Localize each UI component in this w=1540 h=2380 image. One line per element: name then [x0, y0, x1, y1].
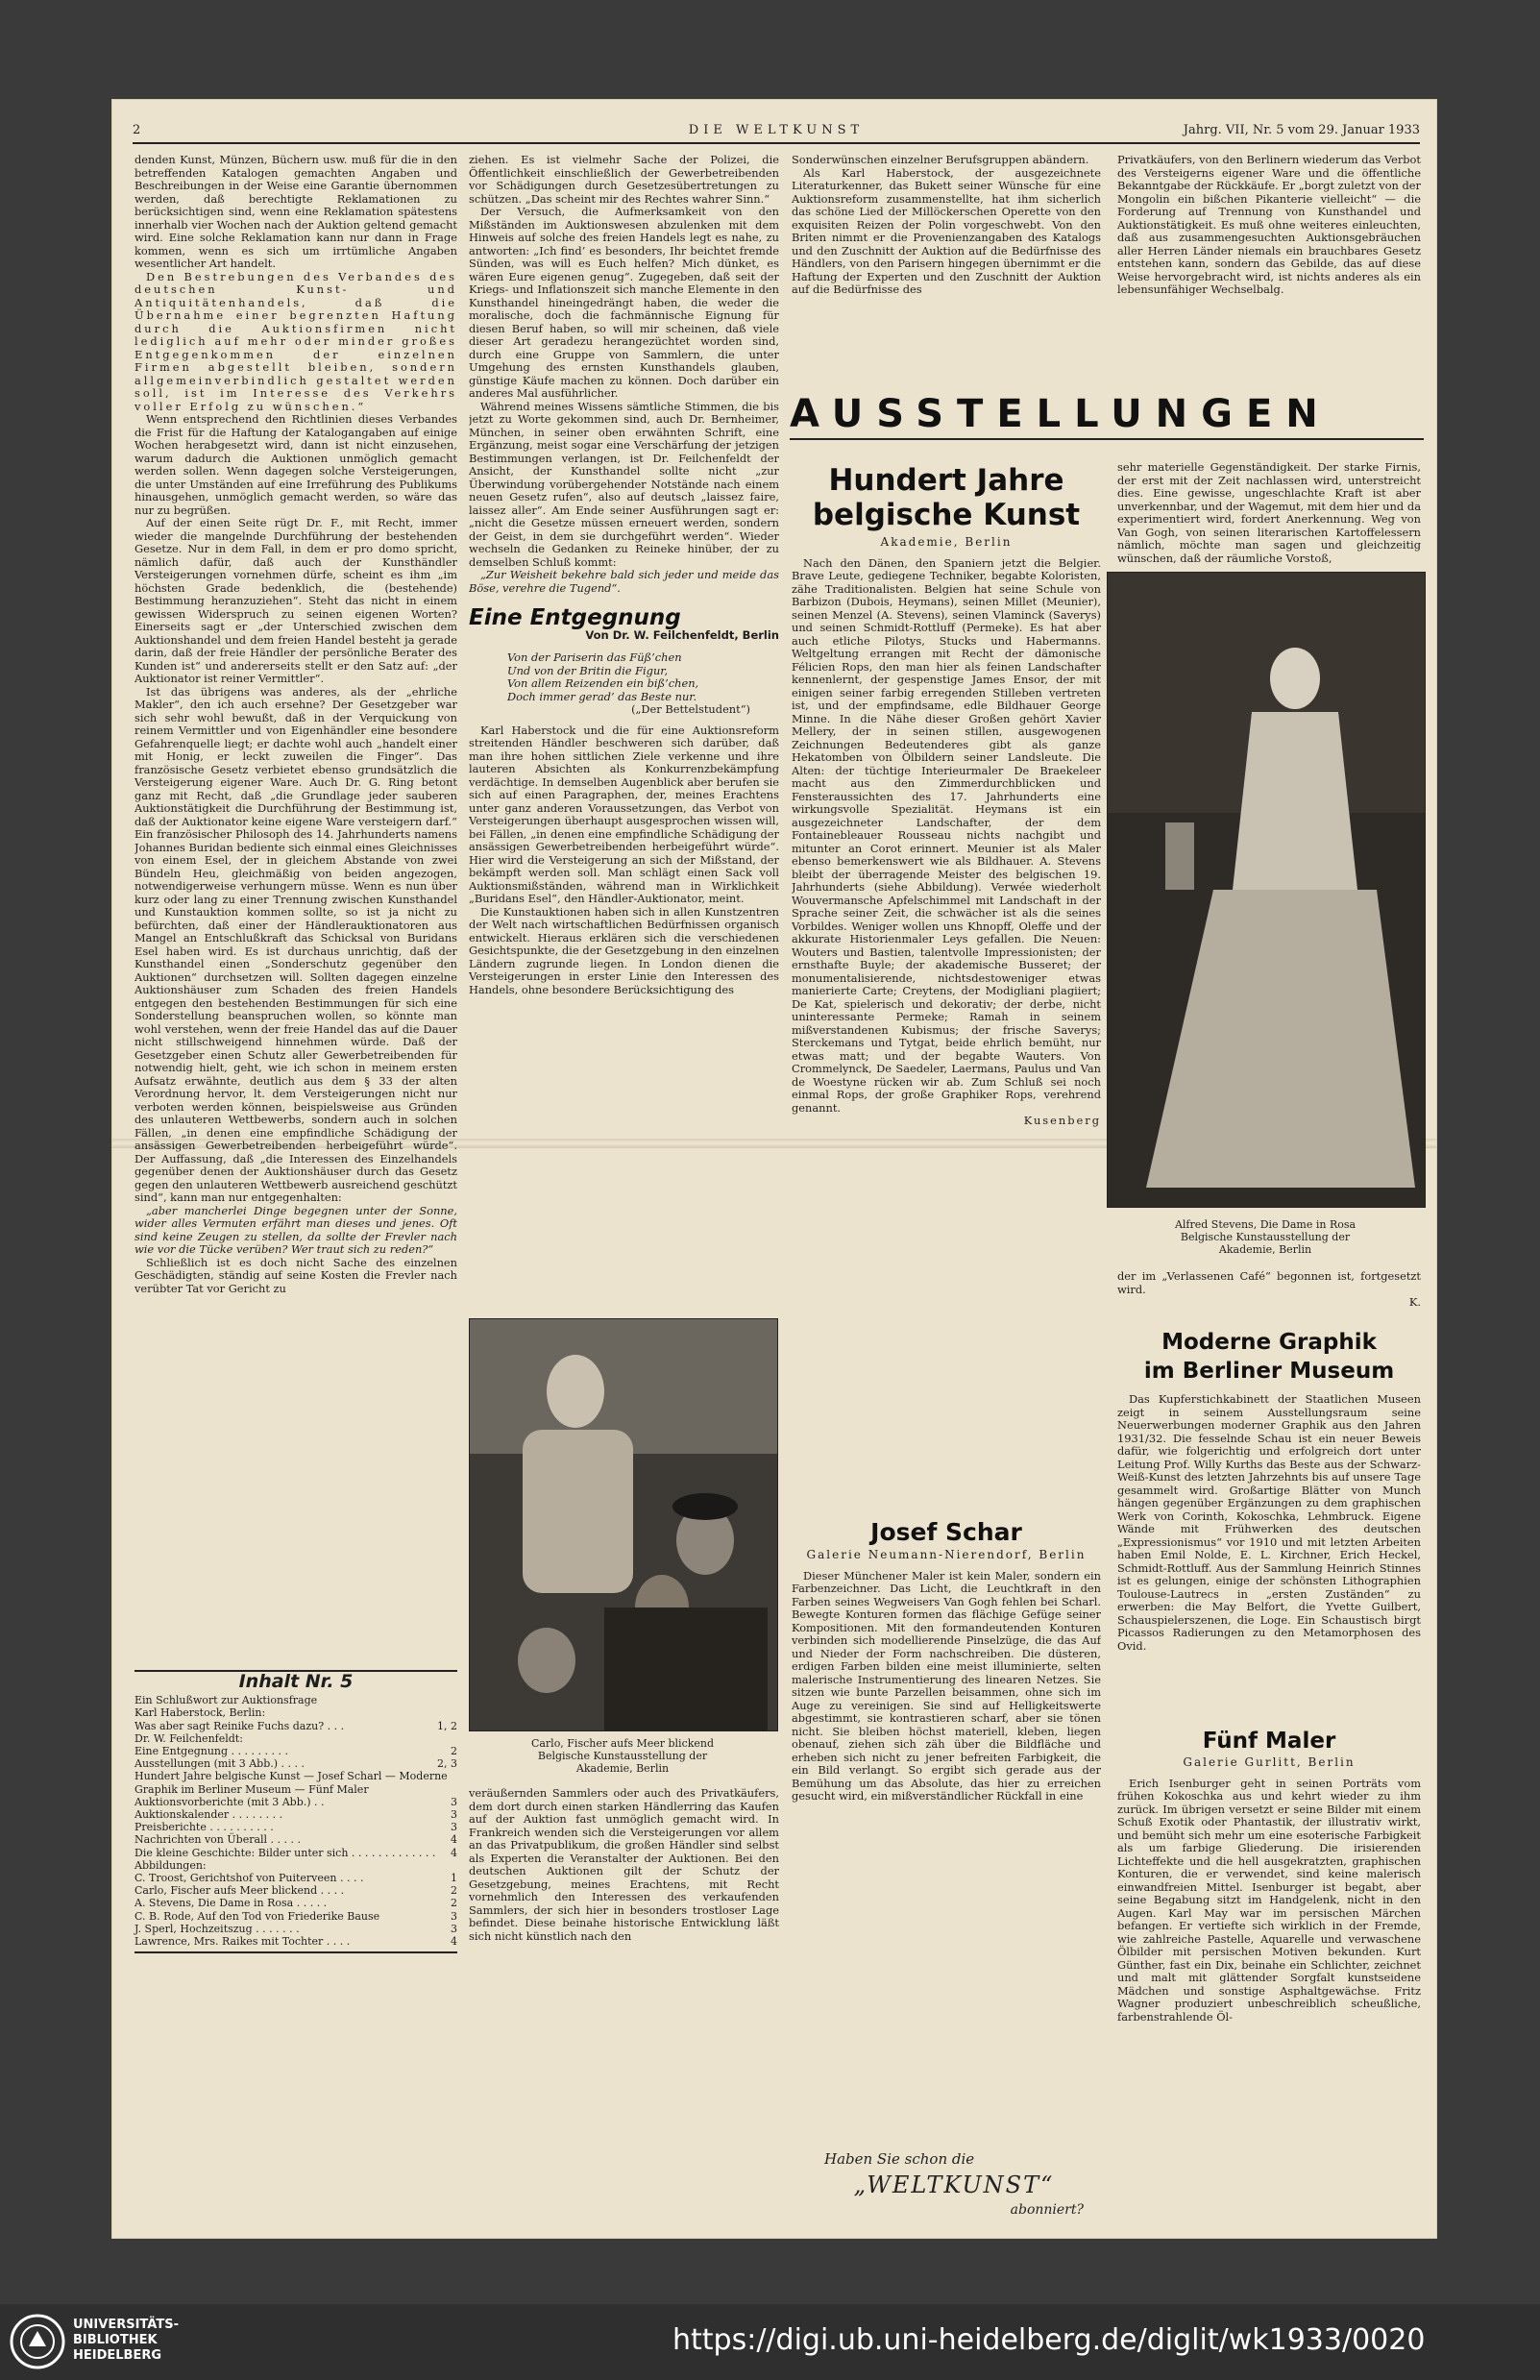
paragraph: Nach den Dänen, den Spaniern jetzt die Belgier. Brave Leute, gediegene Techniker, begabte Koloristen, zähe Traditionalisten. Belgien hat seine Schule von Barbizon (Dubois, Heymans), seinen Millet (Meunier), seinen Menzel (A. Stevens), seinen Vlaminck (Saverys) und seinen Schmidt-Rottluff (Permeke). Es hat aber auch etliche Pilotys, Stucks und Habermanns. Weltgeltung errangen mit Recht der dämonische Félicien Rops, den man hier als feinen Landschafter kennenlernt, der gespenstige James Ensor, der mit einigen seiner farbig erregenden Stilleben vertreten ist, und der empfindsame, edle Bildhauer George Minne. In die Nähe dieser Großen gehört Xavier Mellery, der in seinen stillen, ausgewogenen Zeichnungen Bedeutenderes gibt als ganze Hekatomben von Ölbildern seiner Landsleute. Die Alten: der tüchtige Interieurmaler De Braekeleer macht aus den Zimmerdurchblicken und Fensteraussichten des 17. Jahrhunderts eine wirkungsvolle Spezialität. Heymans ist ein ausgezeichneter Landschafter, der dem Fontainebleauer Rousseau nichts nachgibt und mitunter an Corot erinnert. Meunier ist als Maler ebenso bemerkenswert wie als Bildhauer. A. Stevens bleibt der überragende Meister des belgischen 19. Jahrhunderts (siehe Abbildung). Verwée wiederholt Wouvermansche Apfelschimmel mit Landschaft in der Sprache seiner Zeit, die schwächer ist als die seines Vorbildes. Weniger wollen uns Khnopff, Oleffe und der akkurate Historienmaler Leys gefallen. Die Neuen: Wouters und Bastien, talentvolle Impressionisten; der ernsthafte Buyle; der akademische Busseret; der monumentalisierende, nichtsdestoweniger etwas manierierte Carte; Creytens, der Modigliani plagiiert; De Kat, spielerisch und dekorativ; der derbe, nicht uninteressante Permeke; Ramah in seinem mißverstandenen Kubismus; der frische Saverys; Sterckemans und Tytgat, beide ehrlich bemüht, nur etwas matt; und der begabte Wauters. Von Crommelynck, De Saedeler, Laermans, Paulus und Van de Woestyne rücken wir ab. Zum Schluß sei noch einmal Rops, der große Graphiker Rops, verehrend genannt.	[792, 555, 1101, 1115]
contents-box	[134, 1670, 457, 1953]
contents-row	[134, 1833, 457, 1846]
article-schar	[792, 1518, 1101, 1803]
contents-page: 1, 2	[437, 1719, 457, 1732]
verse-line: Und von der Britin die Figur,	[507, 663, 669, 677]
contents-label: Auktionskalender . . . . . . . .	[134, 1808, 283, 1822]
article-fuenf-maler	[1117, 1728, 1421, 2024]
contents-label: Carlo, Fischer aufs Meer blickend . . . .	[134, 1884, 345, 1898]
article-title: belgische Kunst	[812, 498, 1081, 532]
byline: Von Dr. W. Feilchenfeldt, Berlin	[585, 627, 779, 642]
contents-page: 2	[451, 1884, 457, 1898]
paragraph: Der Versuch, die Aufmerksamkeit von den Mißständen im Auktionswesen abzulenken mit dem Hinweis auf solche des freien Handels legt es nahe, zu antworten: „Ich find’ es besonders, Ihr beichtet fremde Sünden, was will es Euch helfen? Mich dünket, es wären Eure eigenen genug“. Zugegeben, daß seit der Kriegs- und Inflationszeit sich manche Elemente in den Kunsthandel hineingedrängt haben, die weder die moralische, doch die fachmännische Eignung für diesen Beruf haben, so will mir scheinen, daß viele dieser Art geradezu herangezüchtet worden sind, durch eine Gruppe von Sammlern, die unter Umgehung des ernsten Kunsthandels glauben, günstige Käufe machen zu können. Doch darüber ein anderes Mal ausführlicher.	[469, 205, 779, 400]
contents-label: Dr. W. Feilchenfeldt:	[134, 1731, 243, 1745]
contents-row	[134, 1720, 457, 1732]
promo-title: „WELTKUNST“	[853, 2171, 1055, 2198]
article-title: im Berliner Museum	[1143, 1359, 1395, 1384]
article-belgian	[792, 463, 1101, 1128]
contents-page: 3	[451, 1922, 457, 1935]
quote: „Zur Weisheit bekehre bald sich jeder und meide das Böse, verehre die Tugend“.	[469, 568, 779, 595]
venue: Galerie Neumann-Nierendorf, Berlin	[806, 1548, 1087, 1561]
photo-stevens-dame	[1107, 572, 1426, 1208]
contents-page: 4	[451, 1935, 457, 1949]
verse-line: Doch immer gerad’ das Beste nur.	[507, 689, 697, 703]
paragraph: Privatkäufers, von den Berlinern wiederum das Verbot des Versteigerns eigener Ware und die öffentliche Bekanntgabe der Rückkäufe. Er „borgt zuletzt von der Mongolin ein bißchen Pikanterie vielleicht“ — die Forderung auf Trennung von Kunsthandel und Auktionstätigkeit. Es muß ohne weiteres einleuchten, daß aus zusammengesuchten Auktionsgebräuchen aller Herren Länder niemals ein brauchbares Gesetz entstehen kann, sondern das Gebilde, das auf diese Weise hervorgebracht wird, ist nichts anderes als ein lebensunfähiger Wechselbalg.	[1117, 154, 1421, 296]
signature: Kusenberg	[1023, 1114, 1101, 1127]
article-title: Eine Entgegnung	[469, 605, 681, 630]
page-number: 2	[133, 123, 141, 137]
article-graphik	[1117, 1328, 1421, 1653]
column-4	[1117, 154, 1421, 297]
contents-label: Eine Entgegnung . . . . . . . . .	[134, 1745, 288, 1758]
contents-page: 3	[451, 1821, 457, 1834]
verse-line: Von der Pariserin das Füß’chen	[507, 650, 682, 664]
page-header	[133, 123, 1420, 140]
contents-label: C. Troost, Gerichtshof von Puiterveen . . . .	[134, 1872, 364, 1885]
article-belgian-cont	[1117, 461, 1421, 565]
header-rule	[133, 142, 1420, 144]
paragraph: sehr materielle Gegenständigkeit. Der starke Firnis, der erst mit der Zeit nachlassen wird, unterstreicht dies. Eine gewisse, ungeschlachte Kraft ist aber unverkennbar, und der Wagemut, mit dem hier und da experimentiert wird, fordert Anerkennung. Weg von Van Gogh, von seinen literarischen Kartoffelessern nämlich, möchte man sagen und gleichzeitig wünschen, daß der räumliche Vorstoß,	[1117, 461, 1421, 565]
paragraph: veräußernden Sammlers oder auch des Privatkäufers, dem dort durch einen starken Händlerring das Kaufen auf der Auktion fast unmöglich gemacht wird. In Frankreich wenden sich die Versteigerungen vor allem an das Privatpublikum, die großen Händler sind selbst als Experten die Veranstalter der Auktionen. Bei den deutschen Auktionen gilt der Schutz der Gesetzgebung, meines Erachtens, mit Recht vornehmlich den Interessen des verkaufenden Sammlers, der sich hier in besonders trostloser Lage befindet. Diese beinahe historische Entwicklung läßt sich nicht künstlich nach den	[469, 1787, 779, 1943]
masthead: DIE WELTKUNST	[688, 123, 865, 137]
verse-line: Von allem Reizenden ein biß’chen,	[507, 676, 699, 690]
contents-label: Die kleine Geschichte: Bilder unter sich . . . . . . . . . . . . .	[134, 1846, 436, 1859]
contents-row	[134, 1897, 457, 1909]
paragraph: Erich Isenburger geht in seinen Porträts vom frühen Kokoschka aus und kehrt wieder zu ihm zurück. Im übrigen versetzt er seine Bilder mit einem Schuß Exotik oder Phantastik, der illustrativ wirkt, und bemüht sich mehr um eine esoterische Farbigkeit als um farbige Gliederung. Die irisierenden Lichteffekte und die hell ausgekratzten, graphischen Konturen, die er verwendet, sind keine malerisch einwandfreien Mittel. Isenburger ist begabt, aber seine Begabung sitzt im Handgelenk, nicht in den Augen. Karl May war im persischen Märchen befangen. Er vertiefte sich wirklich in der Fremde, wie zahlreiche Pastelle, Aquarelle und verwaschene Ölbilder mit persischen Motiven bekunden. Kurt Günther, fast ein Dix, beinahe ein Schlichter, zeichnet und malt mit glättender Sorgfalt kunstseidene Mädchen und sonstige Asphaltgewächse. Fritz Wagner produziert unbeschreiblich scheußliche, farbenstrahlende Öl-	[1117, 1776, 1421, 2024]
contents-row	[134, 1796, 457, 1808]
paragraph: der im „Verlassenen Café“ begonnen ist, fortgesetzt wird.	[1117, 1270, 1421, 1296]
paragraph: Karl Haberstock und die für eine Auktionsreform streitenden Händler beschweren sich darüber, daß man ihre hohen sittlichen Ziele verkenne und ihre lauteren Absichten als Konkurrenzbekämpfung verdächtige. In demselben Augenblick aber berufen sie sich auf einen Paragraphen, der, meines Erachtens unter ganz anderen Voraussetzungen, das Verbot von Versteigerungen überhaupt ausgesprochen wissen will, bei Fällen, „in denen eine empfindliche Schädigung der ansässigen Gewerbetreibenden herbeigeführt würde“. Hier wird die Versteigerung an sich der Mißstand, der bekämpft werden soll. Man schlägt einen Sack voll Auktionsmißständen, während man in Wirklichkeit „Buridans Esel“, den Händler-Auktionator, meint.	[469, 723, 779, 905]
contents-label: Hundert Jahre belgische Kunst — Josef Scharl — Moderne Graphik im Berliner Museum — Fünf Maler	[134, 1770, 448, 1796]
promo-line: Haben Sie schon die	[824, 2150, 975, 2168]
contents-row	[134, 1935, 457, 1948]
contents-row	[134, 1847, 457, 1859]
quote: „aber mancherlei Dinge begegnen unter der Sonne, wider alles Vermuten erfährt man dieses und jenes. Oft sind keine Zeugen zu stellen, da sollte der Frevler nach wie vor die Tücke verüben? Wer traut sich zu reden?“	[134, 1203, 457, 1256]
contents-page: 2, 3	[437, 1757, 457, 1771]
verse	[469, 651, 779, 717]
contents-row	[134, 1884, 457, 1897]
venue: Galerie Gurlitt, Berlin	[1183, 1755, 1356, 1769]
contents-label: Karl Haberstock, Berlin:	[134, 1706, 266, 1720]
promo-line: abonniert?	[1010, 2202, 1084, 2218]
paragraph: Als Karl Haberstock, der ausgezeichnete Literaturkenner, das Bukett seiner Wünsche für eine Auktionsreform zusammenstellte, hat ihm sicherlich das schöne Lied der Millöckerschen Operette von den exquisiten Reizen der Polin vorgeschwebt. Von den Briten nimmt er die Provenienzangaben des Katalogs und den Zuschnitt der Auktion auf die Bedürfnisse des Händlers, von den Parisern hingegen übernimmt er die Haftung der Experten und den Zuschnitt der Auktion auf die Bedürfnisse des	[792, 165, 1101, 296]
contents-label: Nachrichten von Überall . . . . .	[134, 1833, 302, 1847]
paragraph: Während meines Wissens sämtliche Stimmen, die bis jetzt zu Worte gekommen sind, auch Dr. Bernheimer, München, in seiner oben erwähnten Schrift, eine Ergänzung, meist sogar eine Verschärfung der jetzigen Bestimmungen verlangen, ist Dr. Feilchenfeldt der Ansicht, der Kunsthandel sollte nicht „zur Überwindung vorübergehender Notstände nach einem neuen Gesetz rufen“, also auf deutsch „laissez faire, laissez aller“. Am Ende seiner Ausführungen sagt er: „nicht die Gesetze müssen erneuert werden, sondern der Geist, in dem sie durchgeführt werden“. Wieder wechseln die Gedanken zu Reineke hinüber, der zu demselben Schluß kommt:	[469, 399, 779, 569]
verse-source: („Der Bettelstudent“)	[631, 702, 750, 716]
contents-row	[134, 1770, 457, 1795]
contents-page: 3	[451, 1808, 457, 1822]
column-2	[469, 154, 779, 996]
library-name-line: BIBLIOTHEK	[73, 2333, 158, 2347]
contents-row	[134, 1757, 457, 1770]
contents-row	[134, 1872, 457, 1884]
paragraph: ziehen. Es ist vielmehr Sache der Polizei, die Öffentlichkeit einschließlich der Gewerbetreibenden vor Schädigungen durch Gesetzesübertretungen zu schützen. „Das scheint mir des Rechtes wahrer Sinn.“	[469, 154, 779, 206]
column-2-bottom	[469, 1787, 779, 1943]
article-title: Josef Schar	[870, 1518, 1022, 1546]
paragraph: Schließlich ist es doch nicht Sache des einzelnen Geschädigten, ständig auf seine Kosten die Frevler nach verübter Tat vor Gericht zu	[134, 1255, 457, 1295]
caption-line: Belgische Kunstausstellung der	[537, 1750, 708, 1762]
paragraph: Den Bestrebungen des Verbandes des deutschen Kunst- und Antiquitätenhandels, daß die Übernahme einer begrenzten Haftung durch die Auktionsfirmen nicht lediglich auf mehr oder minder großes Entgegenkommen der einzelnen Firmen abgestellt bleiben, sondern allgemeinverbindlich gestaltet werden soll, ist im Interesse des Verkehrs voller Erfolg zu wünschen.“	[134, 269, 457, 413]
paragraph: denden Kunst, Münzen, Büchern usw. muß für die in den betreffenden Katalogen gemachten Angaben und Beschreibungen in der Weise eine Garantie übernommen werden, daß berechtigte Reklamationen zu berücksichtigen sind, wenn eine Reklamation spätestens innerhalb vier Wochen nach der Auktion geltend gemacht wird. Eine solche Reklamation kann nur dann in Frage kommen, wenn es sich um irrtümliche Angaben wesentlicher Art handelt.	[134, 154, 457, 270]
contents-label: Was aber sagt Reinike Fuchs dazu? . . .	[134, 1719, 345, 1732]
issue-date: Jahrg. VII, Nr. 5 vom 29. Januar 1933	[1183, 123, 1420, 137]
library-name-line: UNIVERSITÄTS-	[73, 2318, 179, 2332]
contents-list	[134, 1694, 457, 1948]
venue: Akademie, Berlin	[880, 535, 1013, 549]
painting-figures	[470, 1319, 777, 1730]
subscription-promo	[815, 2150, 1093, 2218]
contents-row	[134, 1694, 457, 1706]
paragraph: Ist das übrigens was anderes, als der „ehrliche Makler“, den ich auch ersehne? Der Gesetzgeber war sich sehr wohl bewußt, daß in der Verquickung von reinem Vermittler und von Eigenhändler eine besondere Gefahrenquelle liegt; er dachte wohl auch „handelt einer mit Honig, er leckt zuweilen die Finger“. Das französische Gesetz verbietet ebenso grundsätzlich die Versteigerung eigener Ware. Auch Dr. G. Ring betont ganz mit Recht, daß „die Grundlage jeder sauberen Auktionstätigkeit die Durchführung der Bestimmung ist, daß der Auktionator keine eigene Ware versteigern darf.“ Ein französischer Philosoph des 14. Jahrhunderts namens Johannes Buridan bediente sich einmal eines Gleichnisses von einem Esel, der in gleichem Abstande von zwei Bündeln Heu, gleichmäßig von beiden angezogen, notwendigerweise verhungern müsse. Wenn es nun über kurz oder lang zu einer Trennung zwischen Kunsthandel und Kunstauktion kommen sollte, so ist ja nicht zu befürchten, daß einer der Händlerauktionatoren aus Mangel an Entschlußkraft das Schicksal von Buridans Esel haben wird. Es ist durchaus unrichtig, daß der Kunsthandel einen „Sonderschutz gegenüber den Auktionen“ durchsetzen will. Sollten dagegen einzelne Auktionshäuser zum Schaden des freien Handels entgegen den bestehenden Bestimmungen für sich eine Sonderstellung beanspruchen wollen, so könnte man wohl verstehen, wenn der freie Handel das auf die Dauer nicht stillschweigend hinnehmen würde. Daß der Gesetzgeber einen Schutz aller Gewerbetreibenden für notwendig hielt, geht, wie ich schon in meinem ersten Aufsatz erwähnte, deutlich aus dem § 33 der alten Verordnung hervor, lt. dem Versteigerungen nicht nur verboten werden können, beispielsweise aus Gründen des unlauteren Wettbewerbs, sondern auch in solchen Fällen, „in denen eine empfindliche Schädigung der ansässigen Gewerbetreibenden herbeigeführt würde“. Der Auffassung, daß „die Interessen des Einzelhandels gegenüber denen der Auktionshäuser durch das Gesetz gegen den unlauteren Wettbewerb ausreichend geschützt sind“, kann man nur entgegenhalten:	[134, 684, 457, 1204]
contents-row	[134, 1732, 457, 1745]
library-footer	[0, 2304, 1540, 2380]
library-name-line: HEIDELBERG	[73, 2348, 162, 2363]
contents-title: Inhalt Nr. 5	[238, 1671, 354, 1692]
contents-page: 3	[451, 1909, 457, 1923]
contents-label: Ein Schlußwort zur Auktionsfrage	[134, 1694, 318, 1707]
contents-label: Abbildungen:	[134, 1858, 207, 1872]
contents-page: 1	[451, 1872, 457, 1885]
paragraph: Die Kunstauktionen haben sich in allen Kunstzentren der Welt nach wirtschaftlichen Bedürfnissen organisch entwickelt. Hieraus erklären sich die verschiedenen Gesichtspunkte, die der Gesetzgebung in den einzelnen Ländern zugrunde liegen. In London dienen die Versteigerungen in erster Linie den Interessen des Handels, ohne besondere Berücksichtigung des	[469, 904, 779, 996]
article-title: Fünf Maler	[1202, 1729, 1336, 1754]
contents-label: Auktionsvorberichte (mit 3 Abb.) . .	[134, 1795, 325, 1808]
contents-page: 3	[451, 1795, 457, 1808]
caption-line: Belgische Kunstausstellung der	[1180, 1231, 1351, 1243]
caption-line: Alfred Stevens, Die Dame in Rosa	[1174, 1218, 1357, 1231]
contents-page: 4	[451, 1833, 457, 1847]
contents-row	[134, 1923, 457, 1935]
contents-label: J. Sperl, Hochzeitszug . . . . . . .	[134, 1922, 300, 1935]
contents-page: 2	[451, 1897, 457, 1910]
source-url-link[interactable]: https://digi.ub.uni-heidelberg.de/diglit/wk1933/0020	[672, 2323, 1426, 2357]
contents-label: A. Stevens, Die Dame in Rosa . . . . .	[134, 1897, 328, 1910]
contents-page: 4	[451, 1846, 457, 1859]
caption-line: Akademie, Berlin	[575, 1762, 670, 1775]
contents-row	[134, 1821, 457, 1833]
contents-label: Ausstellungen (mit 3 Abb.) . . . .	[134, 1757, 306, 1771]
contents-page: 2	[451, 1745, 457, 1758]
painting-lady	[1108, 573, 1425, 1207]
caption-line: Carlo, Fischer aufs Meer blickend	[530, 1737, 715, 1750]
paragraph: Sonderwünschen einzelner Berufsgruppen abändern.	[792, 154, 1089, 166]
photo-carlo-fischer	[469, 1318, 778, 1731]
caption-line: Akademie, Berlin	[1218, 1243, 1312, 1256]
paragraph: Das Kupferstichkabinett der Staatlichen Museen zeigt in seinem Ausstellungsraum seine Neuerwerbungen moderner Graphik aus den Jahren 1931/32. Die fesselnde Schau ist ein neuer Beweis dafür, wie folgerichtig und erfolgreich dort unter Leitung Prof. Willy Kurths das Beste aus der Schwarz-Weiß-Kunst des letzten Jahrzehnts bis auf unsere Tage gesammelt wird. Großartige Blätter von Munch hängen gegenüber Ergänzungen zu dem graphischen Werk von Corinth, Kokoschka, Lehmbruck. Eigene Wände mit Frühwerken des deutschen „Expressionismus“ vor 1910 und mit letzten Arbeiten haben Emil Nolde, E. L. Kirchner, Erich Heckel, Schmidt-Rottluff. Aus der Sammlung Heinrich Stinnes ist es gelungen, einige der schönsten Lithographien Toulouse-Lautrecs in „ersten Zuständen“ zu erwerben: die May Belfort, die Yvette Guilbert, Schauspielerszenen, die Loge. Ein Schaustisch birgt Picassos Radierungen zu den Metamorphosen des Ovid.	[1117, 1392, 1421, 1653]
contents-row	[134, 1859, 457, 1872]
article-title: Moderne Graphik	[1161, 1330, 1377, 1355]
contents-row	[134, 1910, 457, 1923]
paragraph: Auf der einen Seite rügt Dr. F., mit Recht, immer wieder die mangelnde Durchführung der bestehenden Gesetze. Nur in dem Fall, in dem er pro domo spricht, nämlich dafür, daß auch der Kunsthändler Versteigerungen vornehmen dürfe, scheint es ihm „im höchsten Grade bedenklich, die (bestehende) Bestimmung heranzuziehen“. Steht das nicht in einem gewissen Widerspruch zu seinen eigenen Worten? Einerseits sagt er „der Unterschied zwischen dem Auktionshandel und dem freien Handel besteht ja gerade darin, daß der freie Händler der persönliche Berater des Kunden ist“ und andererseits stellt er den Satz auf: „der Auktionator ist reiner Vermittler“.	[134, 516, 457, 685]
contents-label: Preisberichte . . . . . . . . . .	[134, 1821, 274, 1834]
contents-label: Lawrence, Mrs. Raikes mit Tochter . . . .	[134, 1935, 351, 1949]
paragraph: Wenn entsprechend den Richtlinien dieses Verbandes die Frist für die Haftung der Katalogangaben auf einige Wochen herabgesetzt wird, dann ist nicht einzusehen, warum dadurch die Auktionen unmöglich gemacht werden sollen. Wenn dagegen solche Versteigerungen, die unter Umständen auf eine Irreführung des Publikums hinausgehen, unmöglich gemacht werden, so wäre das nur zu begrüßen.	[134, 412, 457, 517]
signature: K.	[1408, 1295, 1421, 1309]
article-title: Hundert Jahre	[828, 463, 1064, 498]
column-3	[792, 154, 1101, 297]
column-1	[134, 154, 457, 1653]
contents-row	[134, 1745, 457, 1757]
paragraph: Dieser Münchener Maler ist kein Maler, sondern ein Farbenzeichner. Das Licht, die Leuchtkraft in den Farben seines Wegweisers Van Gogh fehlen bei Scharl. Bewegte Konturen formen das flächige Gefüge seiner Kompositionen. Mit den formandeutenden Konturen verbinden sich modellierende Pinselzüge, die das Auf und Nieder der Form nachschreiben. Die düsteren, erdigen Farben bilden eine meist illuminierte, selten malerische Instrumentierung des linearen Netzes. Sie sitzen wie bunte Parzellen beisammen, ohne sich im Auge zu vereinigen. Sie sind auf Helligkeitswerte abgestimmt, sie kontrastieren scharf, aber sie tönen nicht. Sie bleiben höchst materiell, kleben, liegen obenauf, ziehen sich zäh über die Bildfläche und erheben sich nicht zu jener befreiten Farbigkeit, die ein Bild verlangt. So ergibt sich gerade aus der Bemühung um das Absolute, das hier zu erreichen gesucht wird, ein mißverständlicher Rückfall in eine	[792, 1568, 1101, 1803]
contents-row	[134, 1706, 457, 1719]
library-name	[73, 2318, 179, 2364]
article-belgian-end	[1117, 1270, 1421, 1310]
section-title: AUSSTELLUNGEN	[790, 392, 1332, 436]
caption-carlo	[469, 1737, 776, 1775]
contents-label: C. B. Rode, Auf den Tod von Friederike Bause	[134, 1909, 380, 1923]
library-seal-icon	[10, 2314, 65, 2369]
section-rule	[790, 438, 1424, 440]
caption-stevens	[1107, 1218, 1424, 1256]
contents-row	[134, 1808, 457, 1821]
